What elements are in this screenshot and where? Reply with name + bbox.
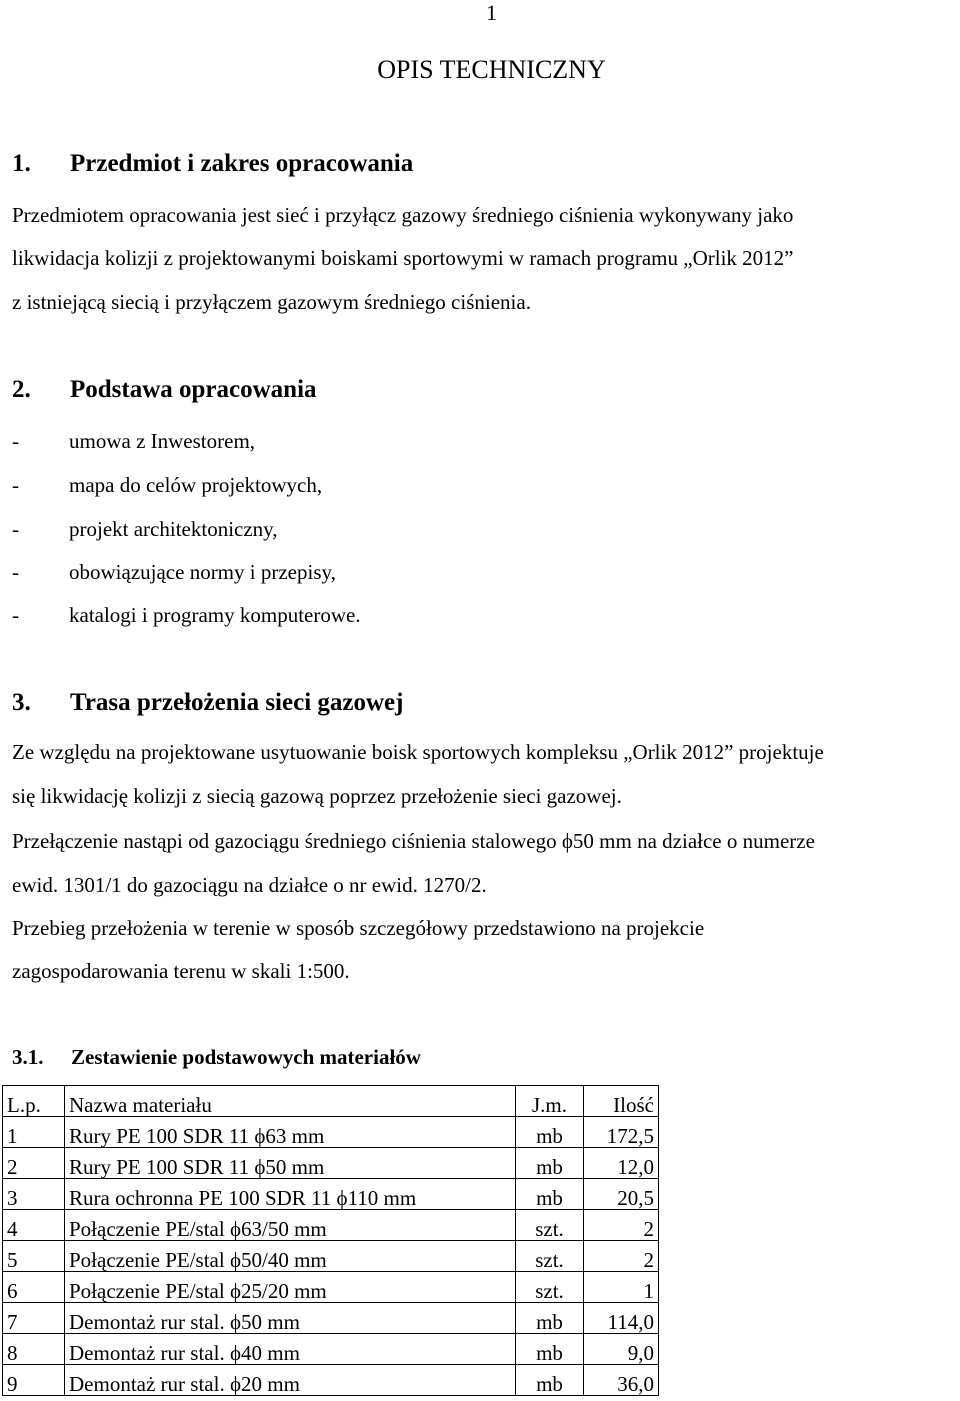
cell-quantity: 2 [584, 1210, 659, 1241]
section-3-number: 3. [12, 689, 31, 716]
cell-quantity: 9,0 [584, 1334, 659, 1365]
cell-lp: 7 [3, 1303, 65, 1334]
header-lp: L.p. [3, 1086, 65, 1117]
cell-lp: 1 [3, 1117, 65, 1148]
section-1-number: 1. [12, 150, 31, 177]
list-dash: - [12, 603, 19, 627]
cell-unit: mb [516, 1179, 584, 1210]
cell-unit: szt. [516, 1210, 584, 1241]
table-row [3, 1210, 659, 1241]
table-row [3, 1303, 659, 1334]
list-dash: - [12, 473, 19, 497]
section-2-heading [12, 376, 317, 404]
table-row [3, 1334, 659, 1365]
section-3-heading [12, 689, 403, 717]
section-3-1-title: Zestawienie podstawowych materiałów [71, 1045, 421, 1069]
cell-name: Rury PE 100 SDR 11 ϕ50 mm [65, 1148, 516, 1179]
list-dash: - [12, 560, 19, 584]
list-item-text: mapa do celów projektowych, [69, 473, 323, 497]
cell-unit: mb [516, 1148, 584, 1179]
section-1-line: Przedmiotem opracowania jest sieć i przyłącz gazowy średniego ciśnienia wykonywany jako [12, 203, 794, 227]
header-unit: J.m. [516, 1086, 584, 1117]
cell-name: Rura ochronna PE 100 SDR 11 ϕ110 mm [65, 1179, 516, 1210]
list-dash: - [12, 517, 19, 541]
list-item-text: obowiązujące normy i przepisy, [69, 560, 336, 584]
cell-quantity: 2 [584, 1241, 659, 1272]
cell-quantity: 1 [584, 1272, 659, 1303]
cell-lp: 8 [3, 1334, 65, 1365]
section-3-title: Trasa przełożenia sieci gazowej [70, 689, 404, 716]
list-item [12, 603, 361, 628]
cell-quantity: 114,0 [584, 1303, 659, 1334]
page-number: 1 [486, 0, 497, 25]
cell-lp: 4 [3, 1210, 65, 1241]
cell-quantity: 172,5 [584, 1117, 659, 1148]
section-1-title: Przedmiot i zakres opracowania [70, 150, 414, 177]
cell-quantity: 36,0 [584, 1365, 659, 1396]
cell-lp: 9 [3, 1365, 65, 1396]
cell-unit: mb [516, 1365, 584, 1396]
cell-unit: mb [516, 1117, 584, 1148]
list-item-text: projekt architektoniczny, [69, 517, 278, 541]
cell-quantity: 20,5 [584, 1179, 659, 1210]
section-3-1-number: 3.1. [12, 1045, 44, 1069]
table-row [3, 1117, 659, 1148]
cell-name: Połączenie PE/stal ϕ50/40 mm [65, 1241, 516, 1272]
section-1-line: z istniejącą siecią i przyłączem gazowym średniego ciśnienia. [12, 290, 531, 314]
table-header-row [3, 1086, 659, 1117]
section-3-line: ewid. 1301/1 do gazociągu na działce o nr ewid. 1270/2. [12, 873, 487, 897]
table-row [3, 1148, 659, 1179]
cell-unit: mb [516, 1303, 584, 1334]
section-3-line: Przebieg przełożenia w terenie w sposób szczegółowy przedstawiono na projekcie [12, 916, 705, 940]
cell-lp: 3 [3, 1179, 65, 1210]
list-dash: - [12, 429, 19, 453]
table-row [3, 1241, 659, 1272]
cell-lp: 6 [3, 1272, 65, 1303]
materials-table [2, 1085, 659, 1396]
header-quantity: Ilość [584, 1086, 659, 1117]
section-3-1-heading [12, 1045, 421, 1070]
cell-name: Połączenie PE/stal ϕ63/50 mm [65, 1210, 516, 1241]
table-row [3, 1365, 659, 1396]
cell-unit: szt. [516, 1272, 584, 1303]
document-title: OPIS TECHNICZNY [377, 55, 606, 84]
cell-lp: 2 [3, 1148, 65, 1179]
cell-name: Demontaż rur stal. ϕ40 mm [65, 1334, 516, 1365]
cell-name: Demontaż rur stal. ϕ20 mm [65, 1365, 516, 1396]
list-item-text: katalogi i programy komputerowe. [69, 603, 361, 627]
table-row [3, 1272, 659, 1303]
cell-name: Demontaż rur stal. ϕ50 mm [65, 1303, 516, 1334]
section-2-number: 2. [12, 376, 31, 403]
cell-unit: mb [516, 1334, 584, 1365]
cell-unit: szt. [516, 1241, 584, 1272]
list-item [12, 517, 278, 542]
section-1-line: likwidacja kolizji z projektowanymi boiskami sportowymi w ramach programu „Orlik 2012” [12, 246, 794, 270]
cell-name: Rury PE 100 SDR 11 ϕ63 mm [65, 1117, 516, 1148]
list-item-text: umowa z Inwestorem, [69, 429, 256, 453]
header-name: Nazwa materiału [65, 1086, 516, 1117]
section-2-title: Podstawa opracowania [70, 376, 317, 403]
cell-quantity: 12,0 [584, 1148, 659, 1179]
table-row [3, 1179, 659, 1210]
cell-lp: 5 [3, 1241, 65, 1272]
section-3-line: Ze względu na projektowane usytuowanie boisk sportowych kompleksu „Orlik 2012” projektuje [12, 740, 824, 764]
section-3-line: się likwidację kolizji z siecią gazową poprzez przełożenie sieci gazowej. [12, 784, 622, 808]
section-3-line: zagospodarowania terenu w skali 1:500. [12, 959, 350, 983]
list-item [12, 473, 322, 498]
section-1-heading [12, 150, 413, 178]
list-item [12, 429, 255, 454]
section-3-line: Przełączenie nastąpi od gazociągu średniego ciśnienia stalowego ϕ50 mm na działce o numerze [12, 829, 815, 853]
cell-name: Połączenie PE/stal ϕ25/20 mm [65, 1272, 516, 1303]
list-item [12, 560, 336, 585]
